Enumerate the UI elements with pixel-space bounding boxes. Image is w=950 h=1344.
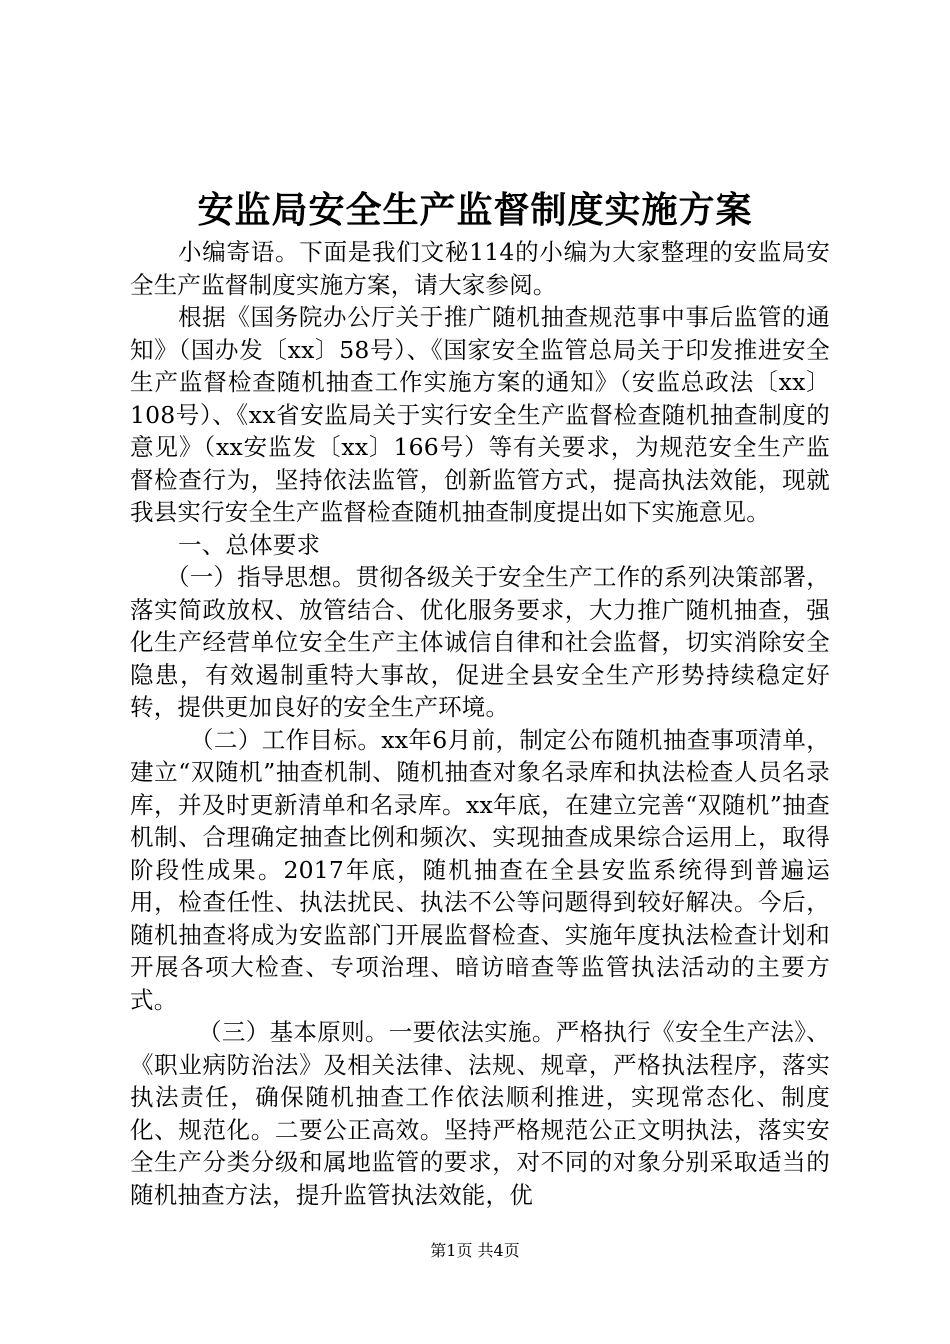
intro-paragraph: 小编寄语。下面是我们文秘114的小编为大家整理的安监局安全生产监督制度实施方案，请大家参阅。 <box>130 238 830 299</box>
document-title: 安监局安全生产监督制度实施方案 <box>197 189 753 231</box>
page-number: 第1页 共4页 <box>430 1241 520 1260</box>
basis-paragraph: 根据《国务院办公厅关于推广随机抽查规范事中事后监管的通知》（国办发〔xx〕58号）、《国家安全监管总局关于印发推进安全生产监督检查随机抽查工作实施方案的通知》（安监总政法〔xx〕108号）、《xx省安监局关于实行安全生产监督检查随机抽查制度的意见》（xx安监发〔xx〕166号）等有关要求，为规范安全生产监督检查行为，坚持依法监管，创新监管方式，提高执法效能，现就我县实行安全生产监督检查随机抽查制度提出如下实施意见。 <box>130 303 830 526</box>
document-body <box>130 236 830 1211</box>
work-goal-paragraph: （二）工作目标。xx年6月前，制定公布随机抽查事项清单，建立“双随机”抽查机制、随机抽查对象名录库和执法检查人员名录库，并及时更新清单和名录库。xx年底，在建立完善“双随机”抽查机制、合理确定抽查比例和频次、实现抽查成果综合运用上，取得阶段性成果。2017年底，随机抽查在全县安监系统得到普遍运用，检查任性、执法扰民、执法不公等问题得到较好解决。今后，随机抽查将成为安监部门开展监督检查、实施年度执法检查计划和开展各项大检查、专项治理、暗访暗查等监管执法活动的主要方式。 <box>130 725 830 1014</box>
guiding-thought-paragraph: （一）指导思想。贯彻各级关于安全生产工作的系列决策部署，落实简政放权、放管结合、优化服务要求，大力推广随机抽查，强化生产经营单位安全生产主体诚信自律和社会监督，切实消除安全隐患，有效遏制重特大事故，促进全县安全生产形势持续稳定好转，提供更加良好的安全生产环境。 <box>130 563 830 721</box>
section-heading: 一、总体要求 <box>178 530 321 559</box>
basic-principles-paragraph: （三）基本原则。一要依法实施。严格执行《安全生产法》、《职业病防治法》及相关法律、法规、规章，严格执法程序，落实执法责任，确保随机抽查工作依法顺利推进，实现常态化、制度化、规范化。二要公正高效。坚持严格规范公正文明执法，落实安全生产分类分级和属地监管的要求，对不同的对象分别采取适当的随机抽查方法，提升监管执法效能，优 <box>130 1018 830 1209</box>
